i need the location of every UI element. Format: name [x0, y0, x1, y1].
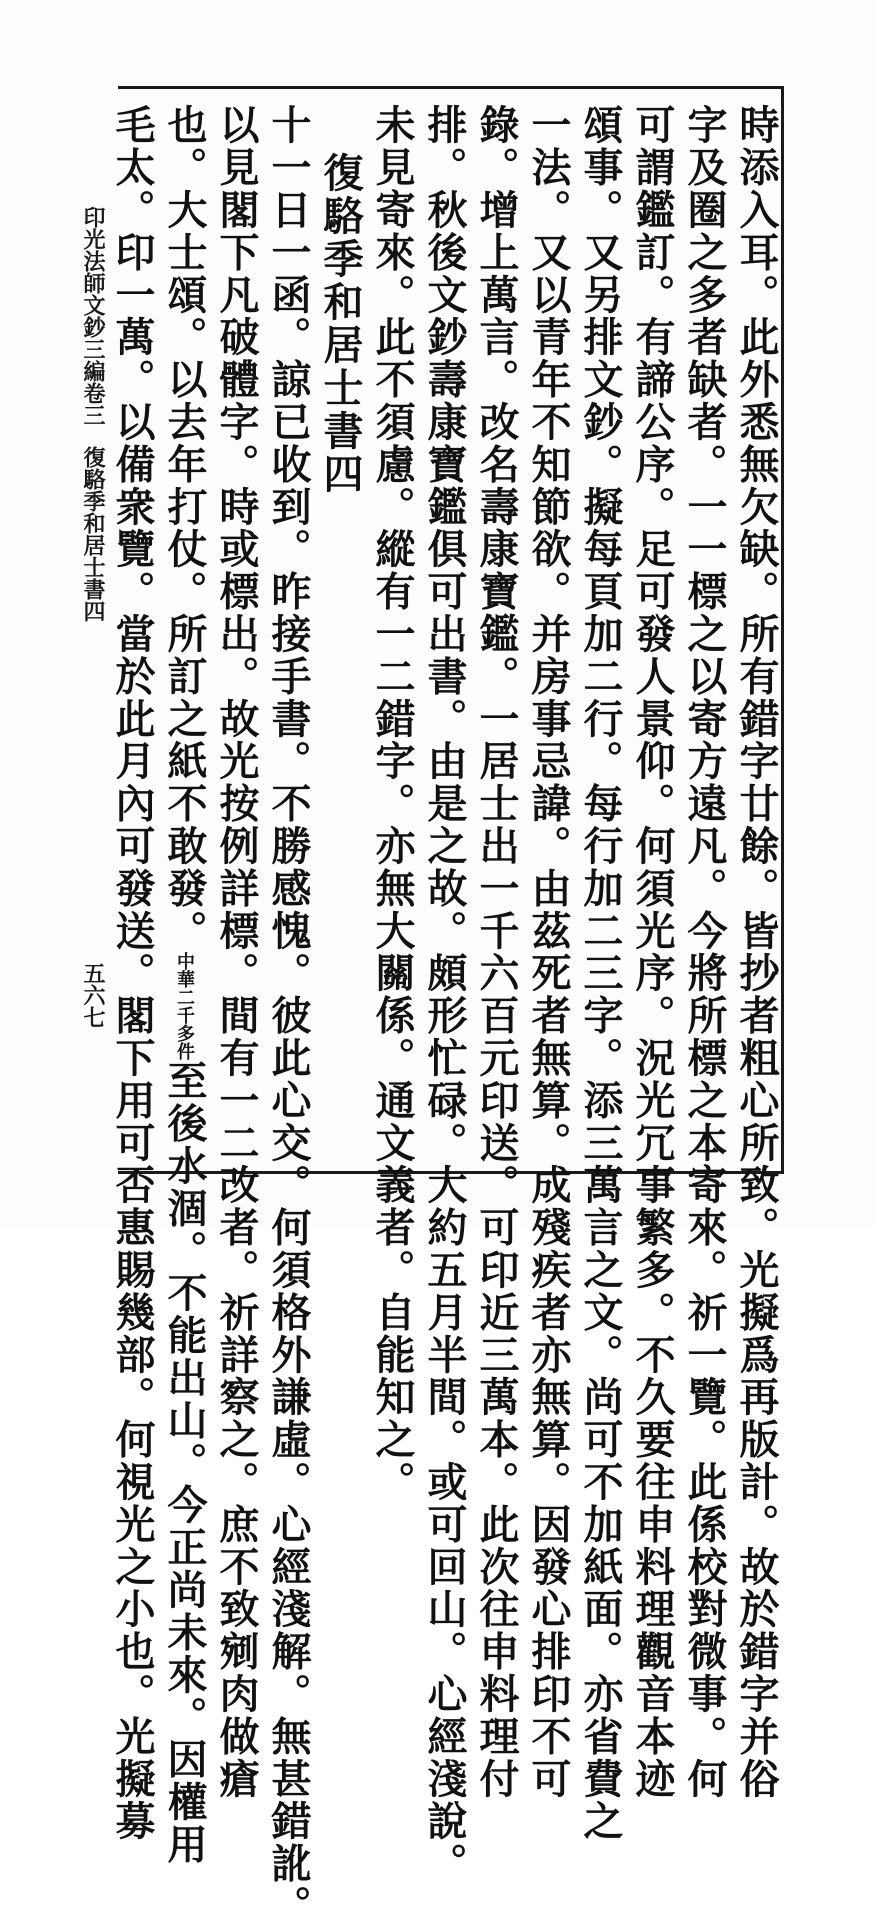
text-column-8: 未見寄來。此不須慮。縱有一二錯字。亦無大關係。通文義者。自能知之。 — [369, 104, 416, 1504]
text-column-12 — [158, 104, 210, 1866]
margin-page-number: 五六七 — [80, 962, 106, 1028]
column-12-part-2: 至後水涸。不能出山。今正尚未來。因權用 — [161, 1060, 208, 1866]
text-column-10: 十一日一函。諒已收到。昨接手書。不勝感愧。彼此心交。何須格外謙虛。心經淺解。無甚錯訛。 — [265, 104, 312, 1927]
text-column-13: 毛太。印一萬。以備衆覽。當於此月內可發送。閣下用可否惠賜幾部。何視光之小也。光擬募 — [109, 104, 156, 1843]
text-column-2: 字及圈之多者缺者。一一標之以寄方遠凡。今將所標之本寄來。祈一覽。此係校對微事。何 — [681, 104, 728, 1800]
column-12-part-1: 也。大士頌。以去年打仗。所訂之紙不敢發。 — [161, 104, 208, 952]
text-column-7: 排。秋後文鈔壽康寶鑑俱可出書。由是之故。頗形忙碌。大約五月半間。或可回山。心經淺說。 — [421, 104, 468, 1885]
text-column-11: 以見閣下凡破體字。時或標出。故光按例詳標。間有一二改者。祈詳察之。庶不致剜肉做瘡 — [213, 104, 260, 1800]
margin-section-title: 復駱季和居士書四 — [80, 446, 106, 622]
text-column-3: 可謂鑑訂。有諦公序。足可發人景仰。何須光序。況光冗事繁多。不久要往申料理觀音本迹 — [629, 104, 676, 1800]
inline-note: 中華二千多件 — [174, 952, 195, 1060]
text-column-4: 頌事。又另排文鈔。擬每頁加二行。每行加二三字。添三萬言之文。尚可不加紙面。亦省費之 — [577, 104, 624, 1843]
letter-title: 復駱季和居士書四 — [317, 152, 364, 496]
text-column-5: 一法。又以青年不知節欲。并房事忌諱。由茲死者無算。成殘疾者亦無算。因發心排印不可 — [525, 104, 572, 1800]
text-column-6: 錄。增上萬言。改名壽康寶鑑。一居士出一千六百元印送。可印近三萬本。此次往申料理付 — [473, 104, 520, 1800]
text-column-1: 時添入耳。此外悉無欠缺。所有錯字廿餘。皆抄者粗心所致。光擬爲再版計。故於錯字并俗 — [733, 104, 780, 1800]
margin-book-title: 印光法師文鈔三編卷三 — [80, 206, 106, 426]
